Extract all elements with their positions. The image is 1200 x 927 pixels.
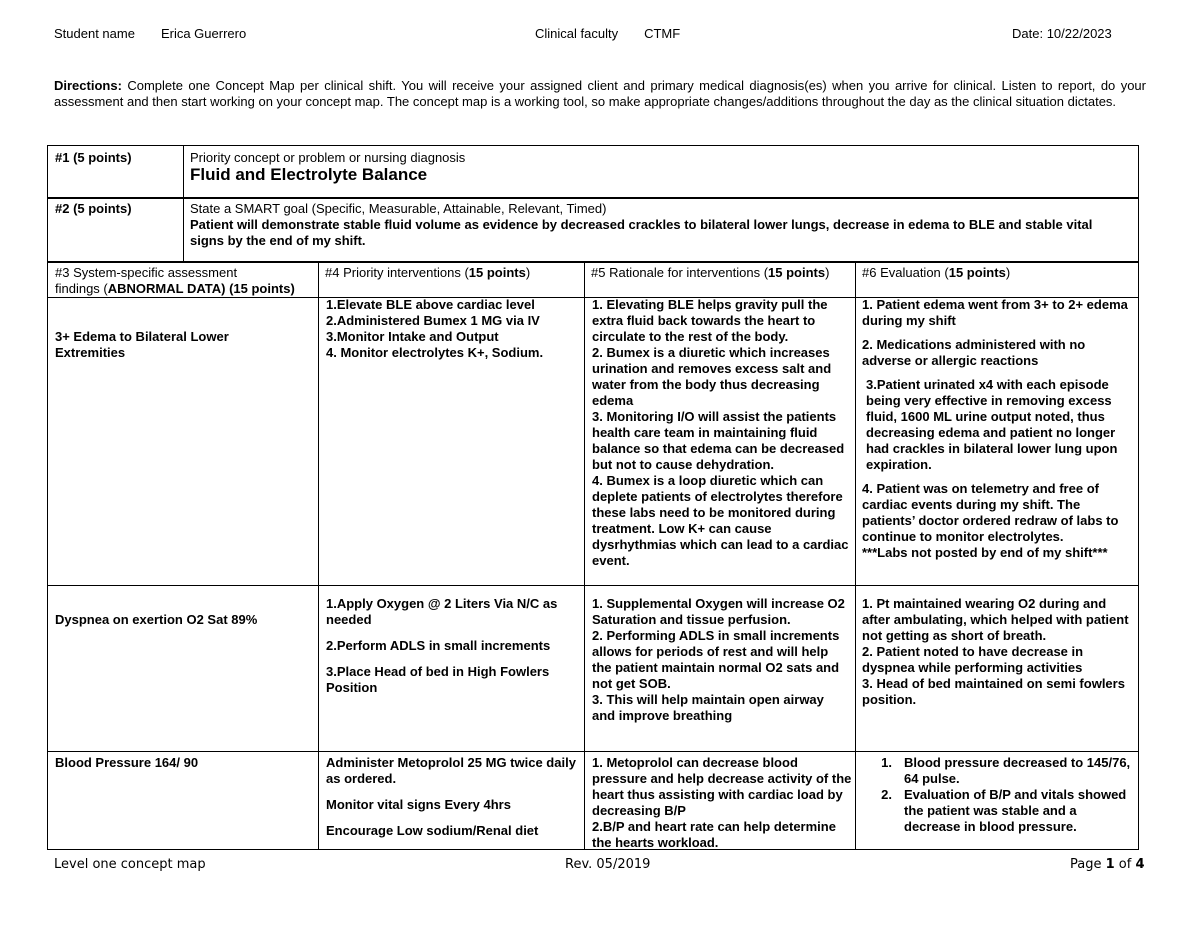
col3-header-text: findings ( xyxy=(55,281,108,296)
finding-blood-pressure: Blood Pressure 164/ 90 xyxy=(55,755,199,770)
intervention-item: 2.Administered Bumex 1 MG via IV xyxy=(326,313,540,328)
student-name-value: Erica Guerrero xyxy=(160,26,247,41)
rationale-item: 1. Elevating BLE helps gravity pull the extra fluid back towards the heart to circulate to the rest of the body. xyxy=(592,297,828,344)
rationale-blood-pressure xyxy=(592,755,852,851)
intervention-item: 1.Apply Oxygen @ 2 Liters Via N/C as needed xyxy=(326,596,558,627)
row-divider xyxy=(48,585,1138,586)
date-value: 10/22/2023 xyxy=(1046,26,1112,41)
col-divider xyxy=(855,262,856,849)
intervention-item: Monitor vital signs Every 4hrs xyxy=(326,797,511,812)
rationale-edema xyxy=(592,297,850,569)
evaluation-edema xyxy=(862,297,1132,561)
intervention-item: 2.Perform ADLS in small increments xyxy=(326,638,551,653)
col5-header-text: #5 Rationale for interventions ( xyxy=(591,265,769,280)
col5-header xyxy=(591,265,829,281)
evaluation-item: 2. Patient noted to have decrease in dyspnea while performing activities xyxy=(862,644,1084,675)
col4-header xyxy=(325,265,530,281)
rationale-item: 1. Supplemental Oxygen will increase O2 Saturation and tissue perfusion. xyxy=(592,596,845,627)
page-prefix: Page xyxy=(1070,857,1106,872)
directions-label: Directions: xyxy=(54,78,122,93)
interventions-edema xyxy=(326,297,581,361)
col-divider xyxy=(183,146,184,262)
rationale-item: 1. Metoprolol can decrease blood pressure and help decrease activity of the heart thus assisting with cardiac load by decreasing B/P xyxy=(592,755,852,818)
evaluation-note: ***Labs not posted by end of my shift*** xyxy=(862,545,1108,560)
col6-header-points: 15 points xyxy=(948,265,1006,280)
evaluation-item: 3. Head of bed maintained on semi fowlers position. xyxy=(862,676,1125,707)
col5-header-points: 15 points xyxy=(768,265,826,280)
rationale-item: 4. Bumex is a loop diuretic which can deplete patients of electrolytes therefore these labs need to be monitored during treatment. Low K+ can cause dysrhythmias which can lead to a cardiac event. xyxy=(592,473,849,568)
evaluation-item xyxy=(862,787,1132,835)
row-divider xyxy=(48,261,1138,263)
finding-edema: 3+ Edema to Bilateral Lower Extremities xyxy=(55,329,229,360)
page-mid: of xyxy=(1114,857,1136,872)
col5-header-close: ) xyxy=(825,265,830,280)
page-current: 1 xyxy=(1105,857,1115,872)
row-divider xyxy=(48,197,1138,199)
col6-header-close: ) xyxy=(1005,265,1011,280)
intervention-item: 1.Elevate BLE above cardiac level xyxy=(326,297,535,312)
row1-label: #1 (5 points) xyxy=(55,150,132,165)
finding-dyspnea: Dyspnea on exertion O2 Sat 89% xyxy=(55,612,258,627)
rationale-item: 2. Bumex is a diuretic which increases urination and removes excess salt and water from the body thus decreasing edema xyxy=(592,345,832,408)
col6-header-text: #6 Evaluation ( xyxy=(862,265,949,280)
row2-prompt: State a SMART goal (Specific, Measurable, Attainable, Relevant, Timed) xyxy=(190,201,607,216)
col3-header xyxy=(55,265,315,297)
col-divider xyxy=(318,262,319,849)
intervention-item: 3.Monitor Intake and Output xyxy=(326,329,499,344)
evaluation-item: 2. Medications administered with no adverse or allergic reactions xyxy=(862,337,1086,368)
intervention-item: 4. Monitor electrolytes K+, Sodium. xyxy=(326,345,544,360)
col3-header-points: ) (15 points) xyxy=(221,281,295,296)
clinical-faculty-label: Clinical faculty xyxy=(535,26,619,41)
rationale-item: 2. Performing ADLS in small increments allows for periods of rest and will help the patient maintain normal O2 sats and not get SOB. xyxy=(592,628,840,691)
smart-goal: Patient will demonstrate stable fluid volume as evidence by decreased crackles to bilateral lower lungs, decrease in edema to BLE and stable vital signs by the end of my shift. xyxy=(190,217,1093,248)
row1-prompt: Priority concept or problem or nursing diagnosis xyxy=(190,150,466,165)
evaluation-item-number: 1. xyxy=(881,755,892,770)
col6-header xyxy=(862,265,1010,281)
rationale-item: 3. Monitoring I/O will assist the patients health care team in maintaining fluid balance so that edema can be decreased but not to cause dehydration. xyxy=(592,409,845,472)
footer-revision: Rev. 05/2019 xyxy=(565,857,651,872)
footer-page-number xyxy=(1070,857,1145,872)
clinical-faculty-line xyxy=(535,26,680,41)
evaluation-dyspnea xyxy=(862,596,1132,708)
directions-text: Complete one Concept Map per clinical shift. You will receive your assigned client and primary medical diagnosis(es) when you arrive for clinical. Listen to report, do your assessment and then start working on your concept map. The concept map is a working tool, so make appropriate changes/additions throughout the day as the clinical situation dictates. xyxy=(54,78,1146,109)
col4-header-close: ) xyxy=(525,265,531,280)
row-divider xyxy=(48,751,1138,752)
evaluation-item-text: Blood pressure decreased to 145/76, 64 pulse. xyxy=(904,755,1131,786)
rationale-dyspnea xyxy=(592,596,850,724)
intervention-item: Encourage Low sodium/Renal diet xyxy=(326,823,539,838)
evaluation-item: 3.Patient urinated x4 with each episode being very effective in removing excess fluid, 1600 ML urine output noted, thus decreasing edema and patient no longer had crackles in bilateral lower lung upon expiration. xyxy=(866,377,1118,472)
evaluation-item: 1. Pt maintained wearing O2 during and after ambulating, which helped with patient not getting as short of breath. xyxy=(862,596,1129,643)
intervention-item: Administer Metoprolol 25 MG twice daily as ordered. xyxy=(326,755,576,786)
col3-header-line2 xyxy=(55,281,315,297)
col3-header-bold: ABNORMAL DATA xyxy=(107,281,222,296)
student-name-label: Student name xyxy=(54,26,135,41)
col-divider xyxy=(584,262,585,849)
interventions-blood-pressure xyxy=(326,755,581,839)
date-label: Date: xyxy=(1012,26,1044,41)
evaluation-item xyxy=(862,755,1132,787)
student-name-line xyxy=(54,26,246,41)
intervention-item: 3.Place Head of bed in High Fowlers Position xyxy=(326,664,550,695)
evaluation-blood-pressure xyxy=(862,755,1132,835)
col4-header-text: #4 Priority interventions ( xyxy=(325,265,469,280)
nursing-diagnosis: Fluid and Electrolyte Balance xyxy=(190,165,428,184)
rationale-item: 3. This will help maintain open airway and improve breathing xyxy=(592,692,824,723)
directions xyxy=(54,78,1146,110)
rationale-item: 2.B/P and heart rate can help determine the hearts workload. xyxy=(592,819,836,850)
evaluation-item-number: 2. xyxy=(881,787,892,802)
col4-header-points: 15 points xyxy=(468,265,526,280)
interventions-dyspnea xyxy=(326,596,581,696)
row2-label: #2 (5 points) xyxy=(55,201,132,216)
clinical-faculty-value: CTMF xyxy=(644,26,681,41)
evaluation-item-text: Evaluation of B/P and vitals showed the patient was stable and a decrease in blood pressure. xyxy=(904,787,1127,834)
evaluation-item: 1. Patient edema went from 3+ to 2+ edema during my shift xyxy=(862,297,1128,328)
date-line xyxy=(1012,26,1112,41)
page-total: 4 xyxy=(1135,857,1145,872)
evaluation-item: 4. Patient was on telemetry and free of cardiac events during my shift. The patients’ doctor ordered redraw of labs to continue to monitor electrolytes. xyxy=(862,481,1119,544)
col3-header-line1: #3 System-specific assessment xyxy=(55,265,238,280)
footer-left: Level one concept map xyxy=(54,857,206,872)
